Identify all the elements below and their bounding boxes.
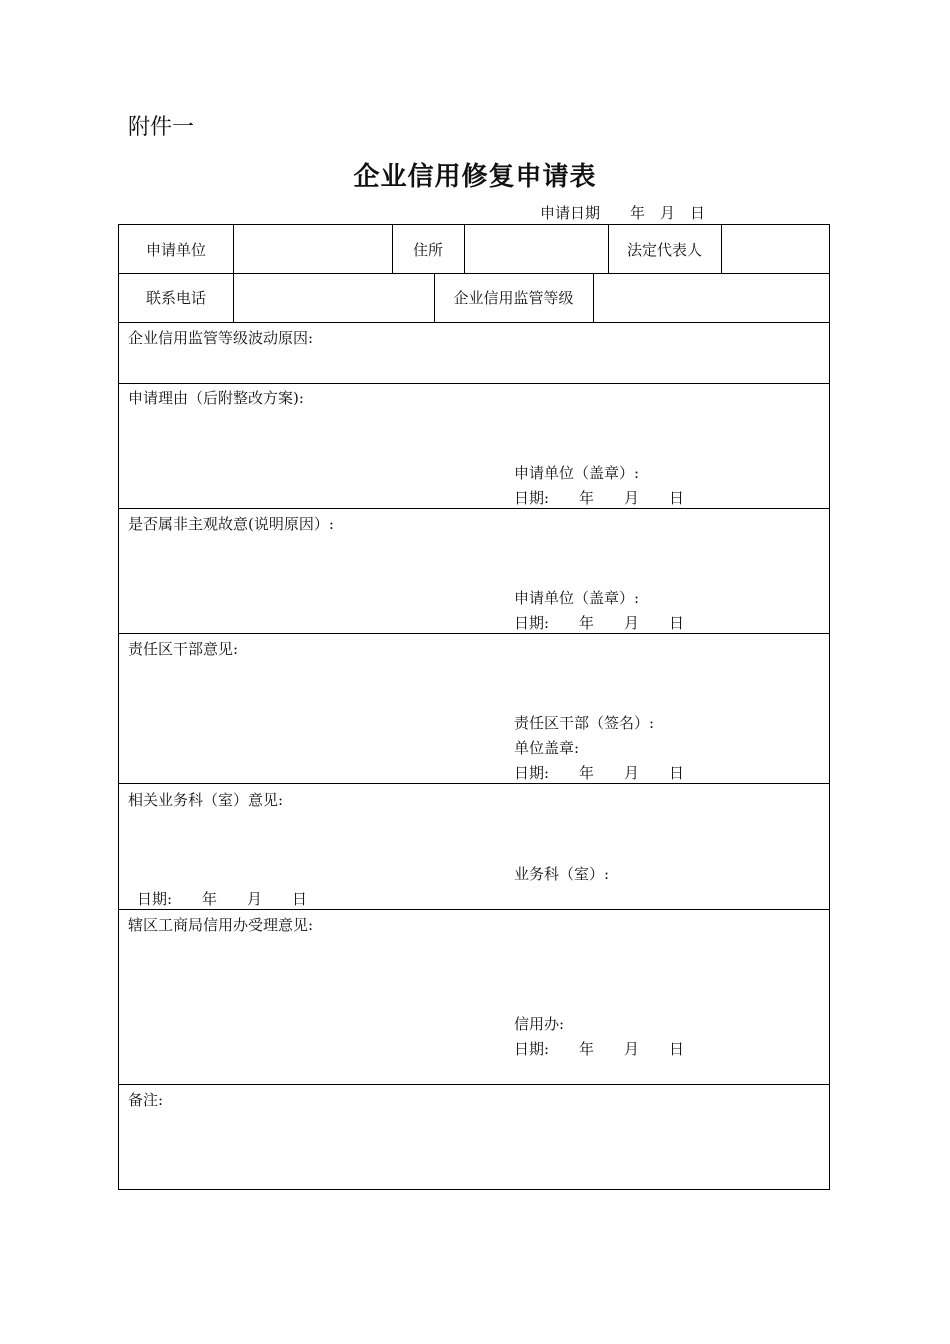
reason-date: 日期: 年 月 日 xyxy=(514,489,685,507)
row-divider xyxy=(119,322,829,323)
row-divider xyxy=(119,633,829,634)
applicant-label: 申请单位 xyxy=(145,240,206,259)
legal-rep-field[interactable] xyxy=(721,225,829,273)
district-officer-signature-label: 责任区干部（签名）: xyxy=(514,714,655,732)
row-divider xyxy=(119,783,829,784)
business-dept-opinion-label: 相关业务科（室）意见: xyxy=(128,791,284,809)
subjective-date: 日期: 年 月 日 xyxy=(514,614,685,632)
credit-office-sign-label: 信用办: xyxy=(514,1015,565,1033)
fluctuation-reason-label: 企业信用监管等级波动原因: xyxy=(128,329,314,347)
address-field[interactable] xyxy=(464,225,608,273)
applicant-field[interactable] xyxy=(233,225,392,273)
address-label: 住所 xyxy=(412,240,443,259)
annex-label: 附件一 xyxy=(128,115,195,140)
credit-level-label: 企业信用监管等级 xyxy=(453,289,574,307)
business-dept-sign-label: 业务科（室）: xyxy=(514,865,610,883)
applicant-seal-label: 申请单位（盖章）: xyxy=(514,589,640,607)
district-officer-opinion-label: 责任区干部意见: xyxy=(128,640,239,658)
unit-seal-label: 单位盖章: xyxy=(514,739,580,757)
credit-office-date: 日期: 年 月 日 xyxy=(514,1040,685,1058)
row-divider xyxy=(119,383,829,384)
remarks-label: 备注: xyxy=(128,1091,164,1109)
credit-office-opinion-label: 辖区工商局信用办受理意见: xyxy=(128,916,314,934)
applicant-seal-label: 申请单位（盖章）: xyxy=(514,464,640,482)
credit-level-field[interactable] xyxy=(593,273,829,322)
row-divider xyxy=(119,1084,829,1085)
non-intentional-label: 是否属非主观故意(说明原因）: xyxy=(128,515,334,533)
row-divider xyxy=(119,909,829,910)
legal-rep-label: 法定代表人 xyxy=(626,240,702,259)
row-divider xyxy=(119,508,829,509)
district-date: 日期: 年 月 日 xyxy=(514,764,685,782)
page-title: 企业信用修复申请表 xyxy=(353,162,597,192)
application-date: 申请日期 年 月 日 xyxy=(540,204,706,222)
business-date: 日期: 年 月 日 xyxy=(137,890,308,908)
phone-label: 联系电话 xyxy=(145,289,206,307)
application-reason-label: 申请理由（后附整改方案): xyxy=(128,389,304,407)
phone-field[interactable] xyxy=(233,273,434,322)
application-form-table xyxy=(118,224,830,1190)
